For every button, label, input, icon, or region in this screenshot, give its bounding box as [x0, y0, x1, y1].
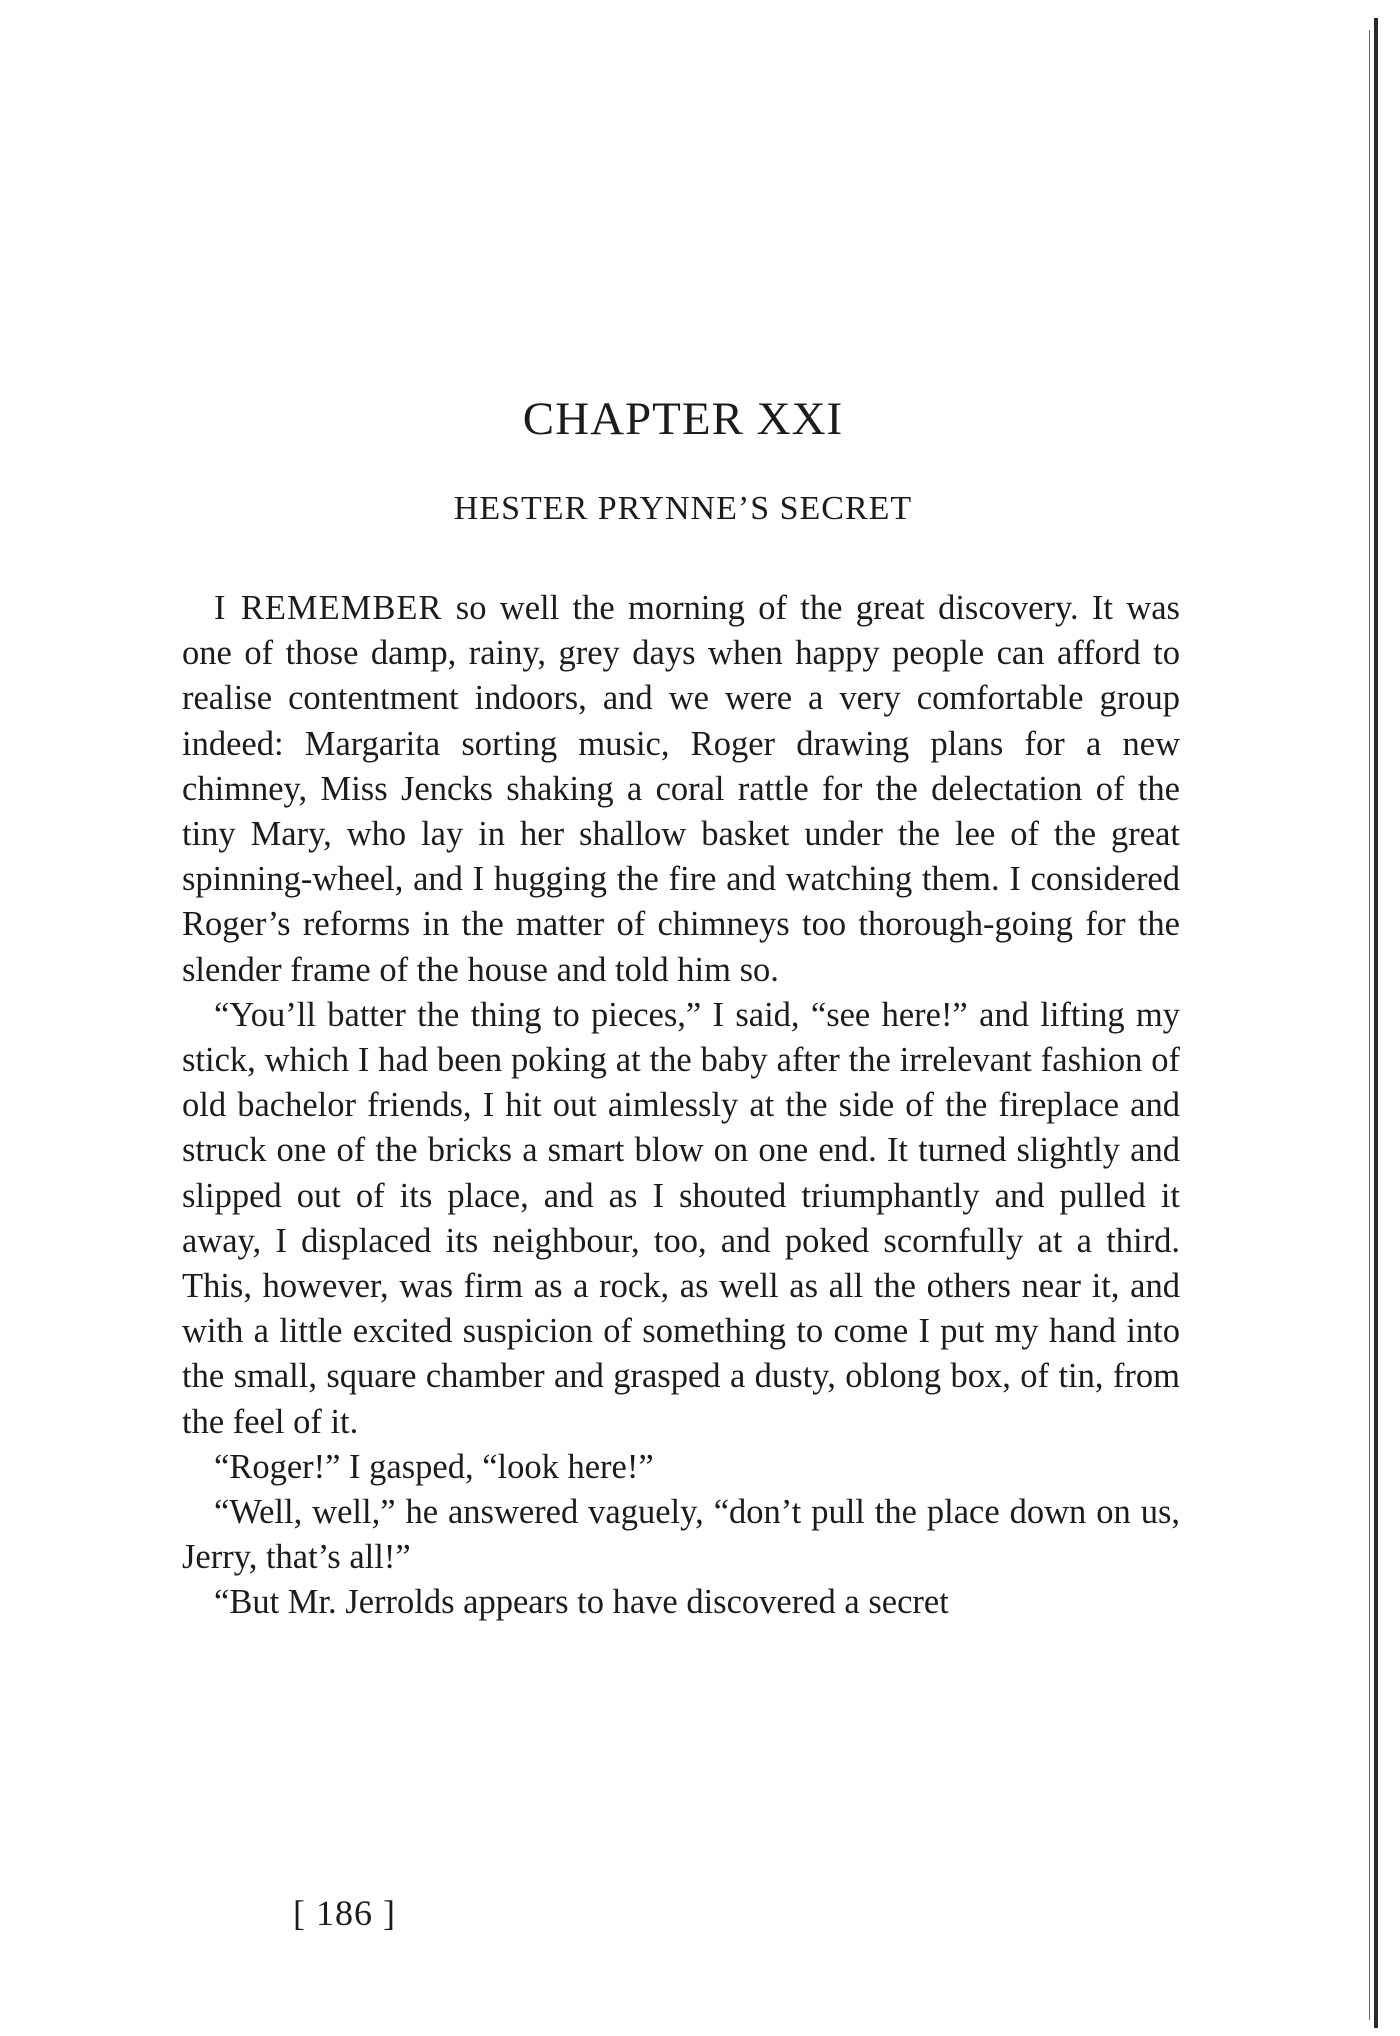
chapter-text	[182, 586, 1180, 1626]
page-edge-shadow	[1374, 18, 1378, 2028]
page-number: [ 186 ]	[293, 1893, 396, 1933]
chapter-heading: CHAPTER XXI	[522, 393, 844, 445]
paragraph-1-text: so well the morning of the great discovery. It was one of those damp, rainy, grey days when happy people can afford to realise contentment indoors, and we were a very comfortable group indeed: Margarita sorting music, Roger drawing plans for a new chimney, Miss Jencks shaking a coral rattle for the delectation of the tiny Mary, who lay in her shallow basket under the lee of the great spinning-wheel, and I hugging the fire and watching them. I considered Roger’s reforms in the matter of chimneys too thorough-going for the slender frame of the house and told him so.	[182, 589, 1180, 989]
paragraph-5: “But Mr. Jerrolds appears to have discovered a secret	[214, 1583, 949, 1622]
opening-word: I REMEMBER	[214, 589, 443, 627]
paragraph-3: “Roger!” I gasped, “look here!”	[214, 1447, 654, 1486]
paragraph-2: “You’ll batter the thing to pieces,” I said, “see here!” and lifting my stick, which I had been poking at the baby after the irrelevant fashion of old bachelor friends, I hit out aimlessly at the side of the fireplace and struck one of the bricks a smart blow on one end. It turned slightly and slipped out of its place, and as I shouted triumphantly and pulled it away, I displaced its neighbour, too, and poked scornfully at a third. This, however, was firm as a rock, as well as all the others near it, and with a little excited suspicion of something to come I put my hand into the small, square chamber and grasped a dusty, oblong box, of tin, from the feel of it.	[182, 995, 1180, 1441]
page-edge-line	[1369, 30, 1370, 2020]
paragraph-1	[182, 586, 1180, 993]
chapter-subtitle: HESTER PRYNNE’S SECRET	[453, 490, 913, 527]
paragraph-4: “Well, well,” he answered vaguely, “don’t pull the place down on us, Jerry, that’s all!”	[182, 1493, 1180, 1577]
